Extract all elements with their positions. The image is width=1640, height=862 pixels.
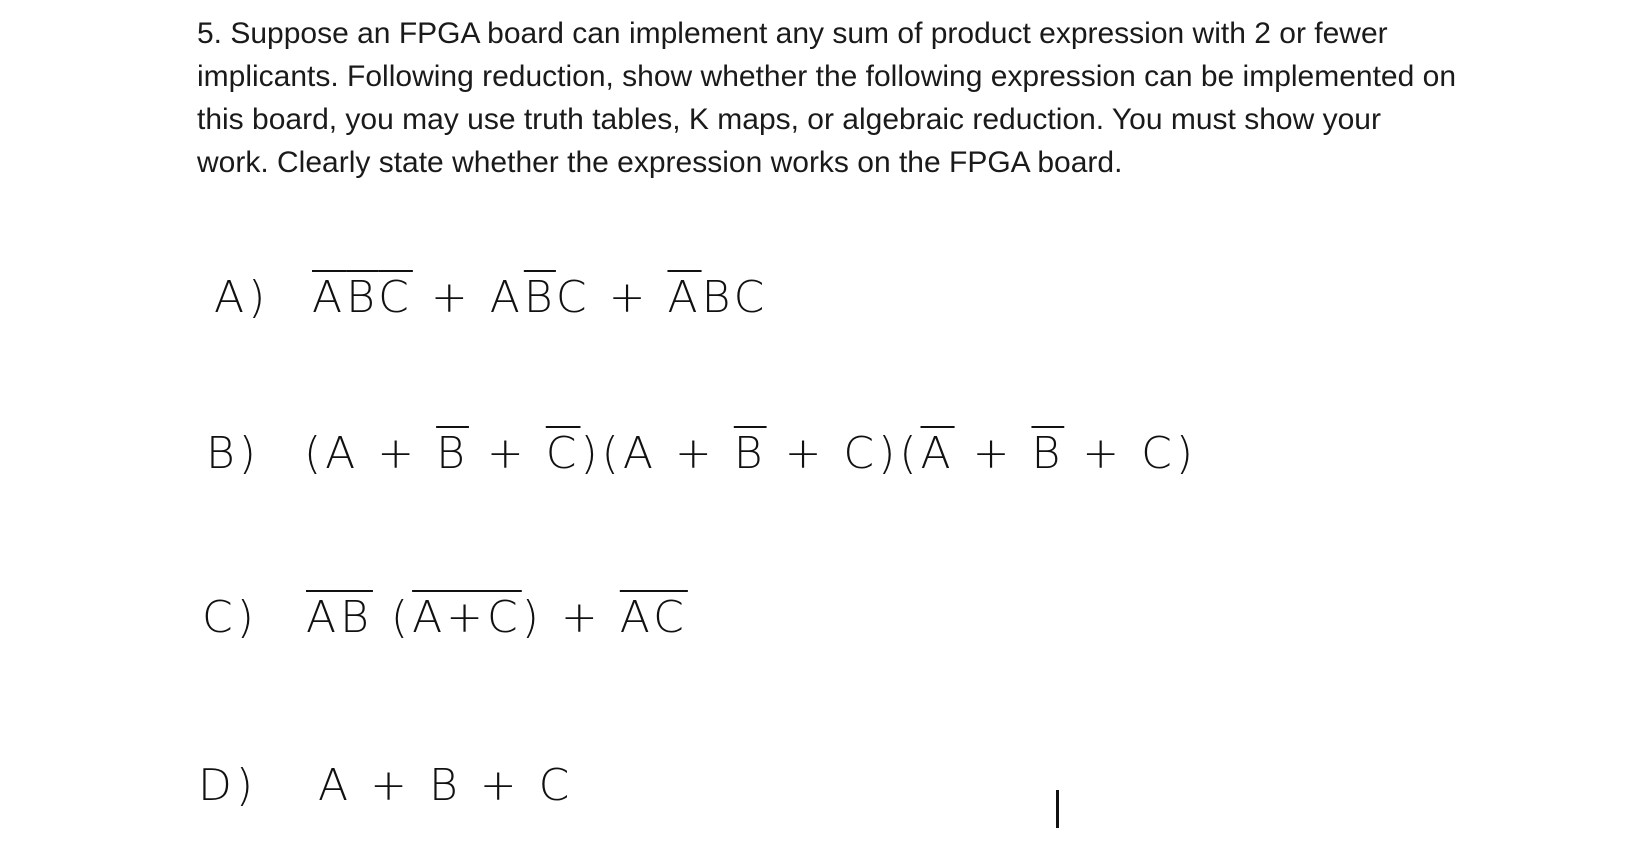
complemented-term: $\overline{B}$ xyxy=(733,428,767,479)
complemented-term: A+C xyxy=(412,592,522,643)
expression-term: ) + xyxy=(521,592,620,643)
part-d-expression xyxy=(318,760,573,811)
part-a-expression xyxy=(312,272,768,323)
complemented-term: $\overline{B}$ xyxy=(523,272,556,323)
expression-term: + xyxy=(954,428,1032,479)
complemented-term: $\overline{B}$ xyxy=(436,428,469,479)
expression-term: (A + xyxy=(304,428,437,479)
complemented-term: $\overline{C}$ xyxy=(545,428,581,479)
complemented-term: $\overline{B}$ xyxy=(346,272,379,323)
complemented-term: $\overline{C}$ xyxy=(378,272,413,323)
expression-term: + xyxy=(590,272,668,323)
complemented-term: $\overline{A}$ xyxy=(920,428,955,479)
complemented-term: $\overline{A}$ xyxy=(312,272,347,323)
part-c-label: C) xyxy=(202,592,258,643)
part-b-label: B) xyxy=(206,428,260,479)
expression-term: A xyxy=(489,272,524,323)
expression-term: BC xyxy=(701,272,769,323)
expression-term: C xyxy=(555,272,591,323)
complemented-term: $\overline{AB}$ xyxy=(306,592,373,643)
question-text: 5. Suppose an FPGA board can implement any sum of product expression with 2 or fewer implicants. Following reduction, show whether the following expression can be implemented on this board, you may use truth tables, K maps, or algebraic reduction. You must show your work. Clearly state whether the expression works on the FPGA board. xyxy=(197,17,1457,179)
part-b-expression xyxy=(304,428,1197,479)
text-cursor xyxy=(1056,790,1059,828)
expression-term: + xyxy=(412,272,490,323)
complemented-term: $\overline{B}$ xyxy=(1031,428,1065,479)
expression-term: A + B + C xyxy=(318,760,574,811)
part-a-label: A) xyxy=(214,272,270,323)
expression-term: )(A + xyxy=(580,428,734,479)
complemented-term: $\overline{AC}$ xyxy=(619,592,688,643)
complemented-term: $\overline{A}$ xyxy=(667,272,702,323)
expression-term: ( xyxy=(372,592,413,643)
part-d-label: D) xyxy=(198,760,258,811)
part-c-expression xyxy=(306,592,688,643)
expression-term: + C)( xyxy=(766,428,921,479)
expression-term: + C) xyxy=(1064,428,1197,479)
expression-term: + xyxy=(468,428,546,479)
